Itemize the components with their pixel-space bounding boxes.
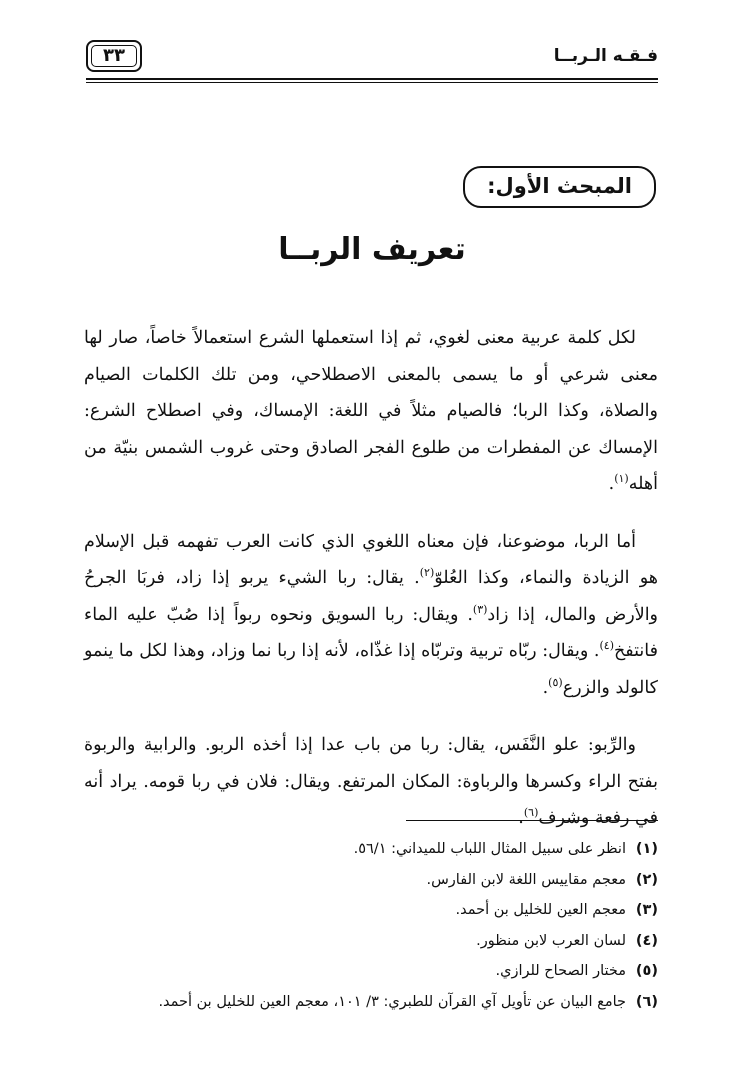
- paragraph: [84, 524, 658, 707]
- footnote-ref: (٤): [599, 639, 614, 653]
- footnote-item: [80, 834, 658, 865]
- footnote-ref: (١): [614, 472, 629, 486]
- footnote-number: (٥): [635, 963, 658, 979]
- paragraph-text: . ويقال: ربا السويق ونحوه ربواً إذا صُبّ عليه الماء فانتفخ: [84, 604, 658, 661]
- footnote-text: جامع البيان عن تأويل آي القرآن للطبري: ٣/ ١٠١، معجم العين للخليل بن أحمد.: [158, 993, 626, 1010]
- paragraph-text: لكل كلمة عربية معنى لغوي، ثم إذا استعملها الشرع استعمالاً خاصاً، صار لها معنى شرعي أو ما يسمى بالمعنى الاصطلاحي، ومن تلك الكلمات الصيام والصلاة، وكذا الربا؛ فالصيام مثلاً في اللغة: الإمساك، وفي اصطلاح الشرع: الإمساك عن المفطرات من طلوع الفجر الصادق وحتى غروب الشمس بنيّة من أهله: [84, 328, 658, 494]
- paragraph-text: .: [542, 677, 549, 698]
- footnote-ref: (٦): [523, 806, 539, 820]
- paragraph-text: .: [608, 474, 615, 494]
- footnote-ref: (٥): [548, 675, 563, 689]
- footnote-separator: [406, 820, 658, 821]
- footnote-ref: (٢): [419, 566, 435, 580]
- paragraph-text: أما الربا، موضوعنا، فإن معناه اللغوي الذي كانت العرب تفهمه قبل الإسلام هو الزيادة والنماء، وكذا العُلوّ: [84, 531, 658, 588]
- footnote-item: [80, 926, 658, 957]
- footnote-number: (٦): [635, 993, 658, 1010]
- page-number: ٣٣: [86, 40, 142, 72]
- paragraph-text: . يقال: ربا الشيء يربو إذا زاد، فربَا الجرحُ والأرض والمال، إذا زاد: [84, 568, 659, 625]
- footnote-number: (٣): [635, 902, 658, 918]
- footnote-text: لسان العرب لابن منظور.: [476, 932, 626, 949]
- chapter-title: تعريف الربــا: [278, 232, 466, 267]
- paragraph-text: . ويقال: ربّاه تربية وتربّاه إذا غذّاه، لأنه إذا ربا نما وزاد، وهذا لكل ما ينمو كالولد والزرع: [84, 641, 658, 698]
- section-label: المبحث الأول:: [463, 166, 656, 208]
- page-header: [86, 40, 658, 74]
- footnote-number: (٤): [635, 932, 658, 949]
- paragraph-text: .: [518, 808, 524, 828]
- header-rule-thin: [86, 82, 658, 83]
- footnote-number: (١): [635, 841, 658, 857]
- footnote-ref: (٣): [472, 602, 488, 616]
- footnote-text: مختار الصحاح للرازي.: [495, 963, 626, 979]
- running-title: فـقـه الـربــا: [553, 46, 658, 66]
- footnotes: [80, 834, 658, 1017]
- footnote-item: [80, 895, 658, 926]
- footnote-text: معجم العين للخليل بن أحمد.: [455, 902, 626, 918]
- footnote-text: انظر على سبيل المثال اللباب للميداني: ٥٦/١.: [353, 841, 626, 857]
- body-text: [84, 320, 658, 858]
- header-rule: [86, 78, 658, 80]
- footnote-item: [80, 956, 658, 987]
- paragraph-text: والرِّبو: علو النَّفَس، يقال: ربا من باب عدا إذا أخذه الربو. والرابية والربوة بفتح الراء وكسرها والرباوة: المكان المرتفع. ويقال: فلان في ربا قومه. يراد أنه في رفعة وشرف: [84, 735, 658, 828]
- footnote-text: معجم مقاييس اللغة لابن الفارس.: [426, 871, 626, 888]
- footnote-item: [80, 987, 658, 1018]
- footnote-number: (٢): [635, 871, 658, 888]
- footnote-item: [80, 865, 658, 896]
- paragraph: [84, 320, 658, 503]
